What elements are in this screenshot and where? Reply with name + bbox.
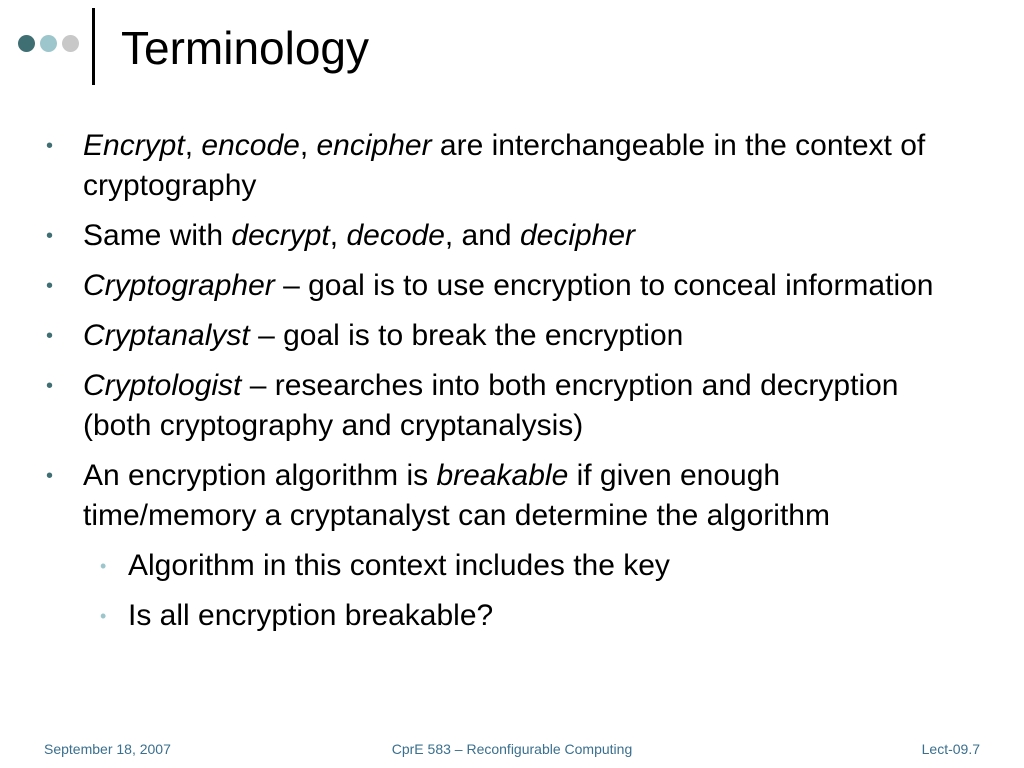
bullet-text: , and [444, 219, 520, 252]
term-breakable: breakable [436, 459, 569, 492]
bullet-item [0, 316, 943, 356]
title-divider [92, 8, 95, 85]
bullet-icon: • [46, 275, 54, 297]
bullet-icon: • [46, 135, 54, 157]
bullet-text: – goal is to break the encryption [249, 319, 684, 352]
term-cryptographer: Cryptographer [83, 269, 275, 302]
term-decrypt: decrypt [231, 219, 330, 252]
gray-dot-icon [62, 35, 79, 52]
bullet-item [0, 456, 943, 536]
term-cryptologist: Cryptologist [83, 369, 242, 402]
sub-bullet-text: Is all encryption breakable? [128, 599, 494, 632]
sub-bullet-item [0, 596, 948, 636]
slide-body [0, 126, 1024, 646]
sub-bullet-text: Algorithm in this context includes the key [128, 549, 670, 582]
bullet-item [0, 366, 943, 446]
bullet-text: , [299, 129, 317, 162]
sub-bullet-item [0, 546, 948, 586]
term-encode: encode [201, 129, 300, 162]
sub-bullet-icon: • [100, 606, 107, 626]
dark-dot-icon [18, 35, 35, 52]
bullet-text: , [329, 219, 347, 252]
bullet-icon: • [46, 375, 54, 397]
bullet-item [0, 216, 943, 256]
sub-bullet-icon: • [100, 556, 107, 576]
bullet-icon: • [46, 465, 54, 487]
bullet-text: if given enough time/memory a cryptanalyst can determine the algorithm [83, 459, 830, 532]
teal-dot-icon [40, 35, 57, 52]
bullet-icon: • [46, 325, 54, 347]
footer-date: September 18, 2007 [44, 741, 171, 757]
footer-lecture-number: Lect-09.7 [921, 741, 980, 757]
bullet-text: , [184, 129, 202, 162]
bullet-text: An encryption algorithm is [83, 459, 437, 492]
slide-title: Terminology [121, 22, 369, 74]
bullet-icon: • [46, 225, 54, 247]
term-encipher: encipher [316, 129, 432, 162]
bullet-item [0, 266, 943, 306]
bullet-item [0, 126, 943, 206]
footer-course: CprE 583 – Reconfigurable Computing [391, 741, 633, 757]
term-cryptanalyst: Cryptanalyst [83, 319, 250, 352]
bullet-text: – goal is to use encryption to conceal information [274, 269, 934, 302]
bullet-text: are interchangeable in the context of cryptography [83, 129, 926, 202]
bullet-text: – researches into both encryption and decryption (both cryptography and cryptanalysis) [83, 369, 899, 442]
bullet-text: Same with [83, 219, 232, 252]
term-decipher: decipher [519, 219, 636, 252]
term-encrypt: Encrypt [83, 129, 185, 162]
term-decode: decode [346, 219, 445, 252]
